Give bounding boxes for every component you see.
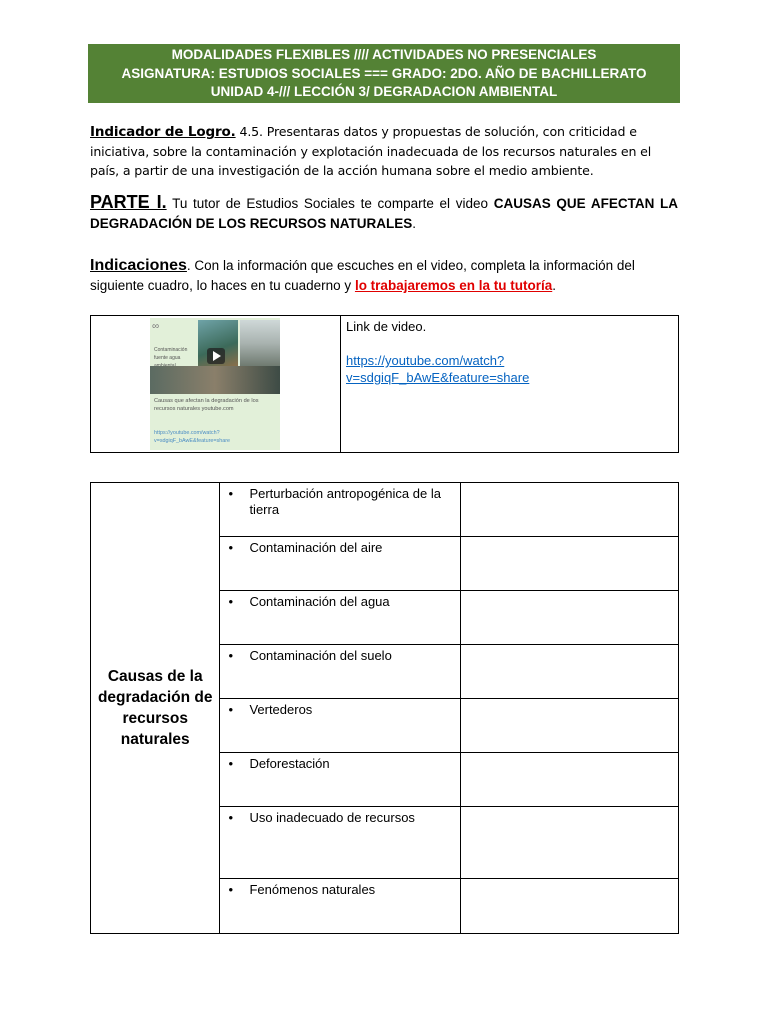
bullet: • <box>228 540 233 555</box>
causes-title: Causas de la degradación de recursos naturales <box>97 668 213 748</box>
answer-cell[interactable] <box>461 591 679 645</box>
header-line-2: ASIGNATURA: ESTUDIOS SOCIALES === GRADO: 2DO. AÑO DE BACHILLERATO <box>121 65 647 81</box>
video-link-label: Link de video. <box>346 319 427 334</box>
answer-cell[interactable] <box>461 645 679 699</box>
cause-item: • Perturbación antropogénica de la tierra <box>220 483 461 537</box>
answer-cell[interactable] <box>461 753 679 807</box>
parte-end: . <box>412 216 417 231</box>
parte-label: PARTE I. <box>90 192 167 212</box>
cause-item: • Deforestación <box>220 753 461 807</box>
play-icon[interactable] <box>207 348 225 364</box>
video-thumbnail[interactable] <box>150 318 280 450</box>
cause-item: • Contaminación del suelo <box>220 645 461 699</box>
thumbnail-left-text: Contaminación fuente agua <box>154 347 188 361</box>
parte-bold: CAUSAS QUE AFECTAN LA DEGRADACIÓN DE LOS RECURSOS NATURALES <box>90 196 679 231</box>
bullet: • <box>228 756 233 771</box>
answer-cell[interactable] <box>461 537 679 591</box>
answer-cell[interactable] <box>461 699 679 753</box>
indicaciones-paragraph <box>90 256 682 296</box>
indicaciones-end: . <box>552 278 556 293</box>
bullet: • <box>228 810 233 825</box>
parte-paragraph <box>90 192 678 234</box>
cause-item: • Fenómenos naturales <box>220 879 461 934</box>
bullet: • <box>228 702 233 717</box>
bullet: • <box>228 648 233 663</box>
video-link[interactable]: https://youtube.com/watch?v=sdgiqF_bAwE&feature=share <box>346 353 530 385</box>
thumbnail-image <box>240 320 280 366</box>
parte-text: Tu tutor de Estudios Sociales te comparte el video <box>166 196 494 211</box>
indicaciones-red-text: lo trabajaremos en la tu tutoría <box>354 278 553 293</box>
header-line-3: UNIDAD 4-/// LECCIÓN 3/ DEGRADACION AMBIENTAL <box>210 84 558 99</box>
cause-item: • Uso inadecuado de recursos <box>220 807 461 879</box>
thumbnail-description: Causas que afectan la degradación de los recursos naturales youtube.com <box>154 398 259 412</box>
thumbnail-url: https://youtube.com/watch?v=sdgiqF_bAwE&feature=share <box>154 430 231 444</box>
cause-item: • Contaminación del aire <box>220 537 461 591</box>
video-link-cell <box>341 316 679 453</box>
indicador-label: Indicador de Logro. <box>90 124 236 140</box>
bullet: • <box>228 882 233 897</box>
header-line-1: MODALIDADES FLEXIBLES //// ACTIVIDADES NO PRESENCIALES <box>171 47 597 62</box>
cause-item: • Contaminación del agua <box>220 591 461 645</box>
cause-item: • Vertederos <box>220 699 461 753</box>
causes-table <box>90 482 679 934</box>
answer-cell[interactable] <box>461 879 679 934</box>
answer-cell[interactable] <box>461 807 679 879</box>
indicador-text: 4.5. Presentaras datos y propuestas de solución, con criticidad e iniciativa, sobre la contaminación y explotación inadecuada de los recursos naturales en el país, a partir de una investigación de la acción humana sobre el medio ambiente. <box>90 124 652 178</box>
causes-title-cell <box>91 483 220 934</box>
link-icon: ∞ <box>152 321 160 332</box>
answer-cell[interactable] <box>461 483 679 537</box>
document-header <box>88 44 680 103</box>
thumbnail-image <box>150 366 280 394</box>
indicaciones-text: . Con la información que escuches en el video, completa la información del siguiente cuadro, lo haces en tu cuaderno y <box>90 258 635 293</box>
bullet: • <box>228 486 233 501</box>
indicador-paragraph <box>90 122 682 180</box>
bullet: • <box>228 594 233 609</box>
indicaciones-label: Indicaciones <box>90 257 187 274</box>
